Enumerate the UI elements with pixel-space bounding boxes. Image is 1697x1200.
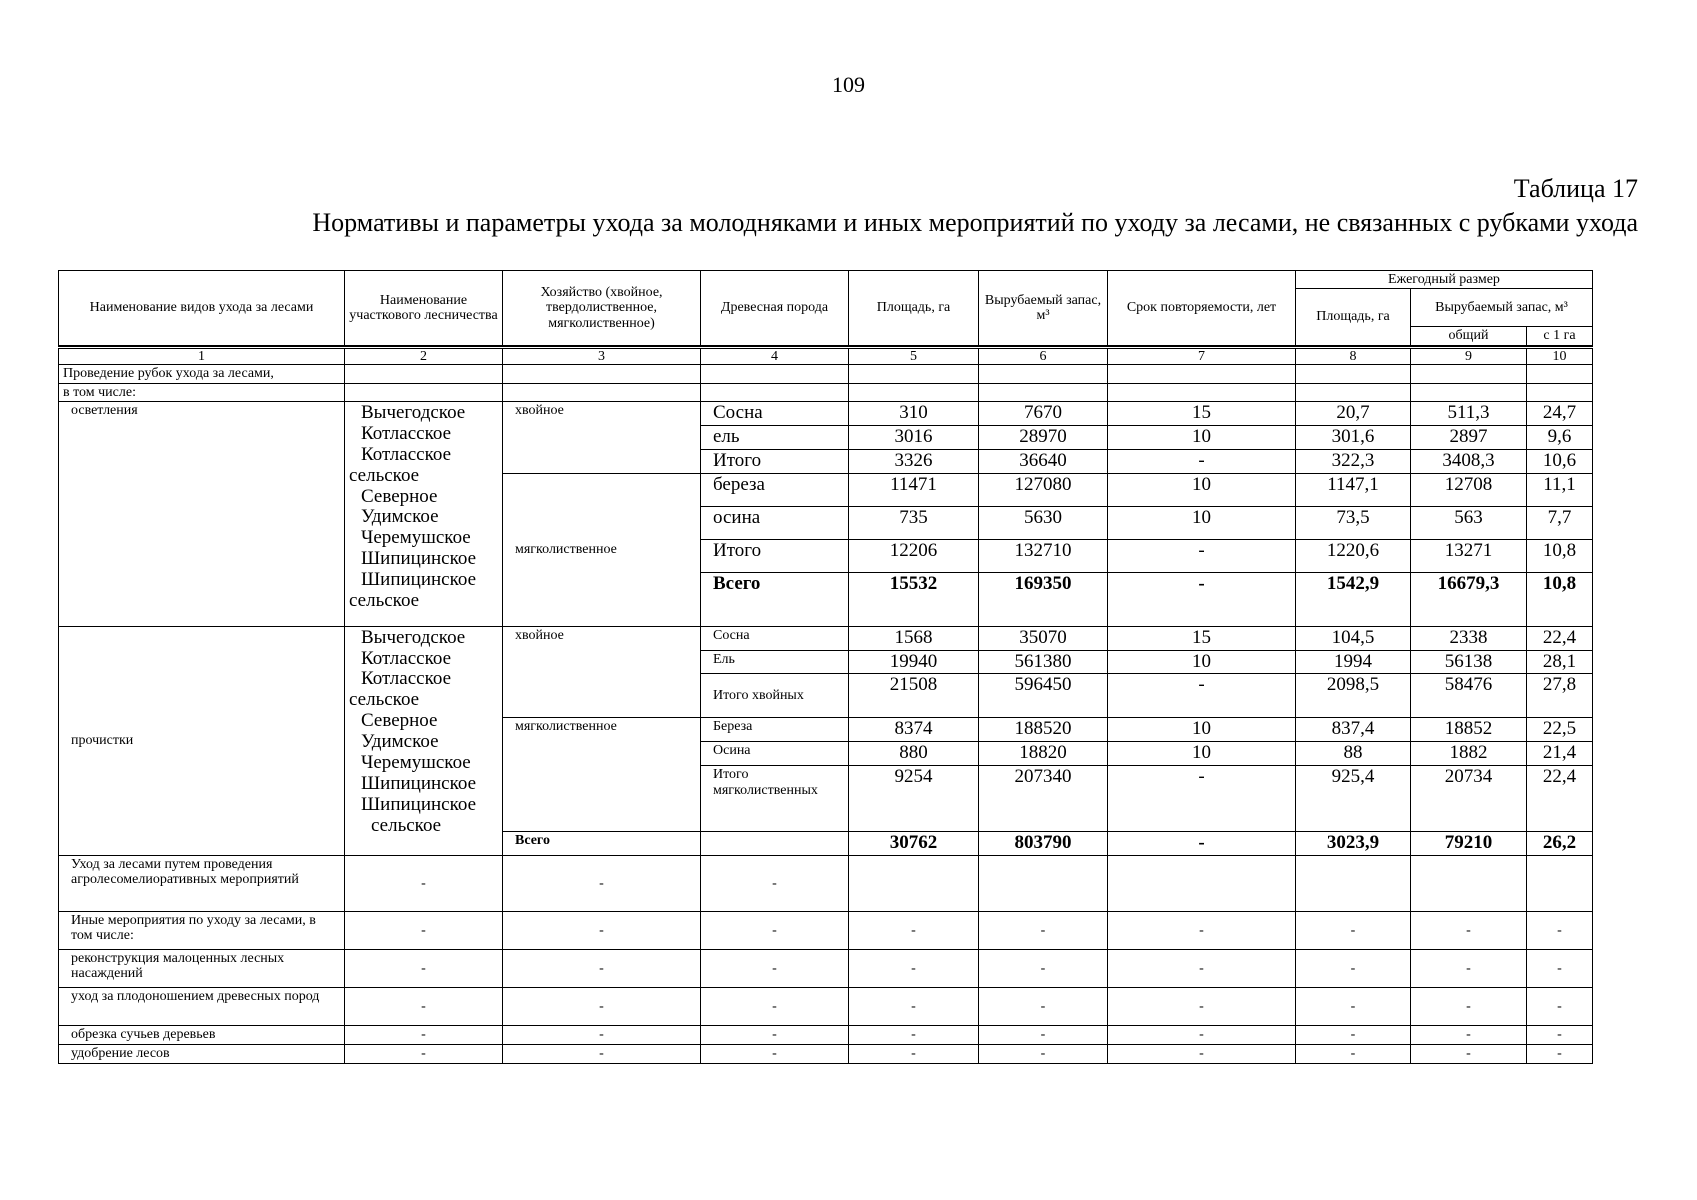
document-title: Нормативы и параметры ухода за молодняками и иных мероприятий по уходу за лесами, не связанных с рубками ухода	[312, 208, 1638, 237]
value-cell: 10	[1108, 473, 1296, 506]
forestry-name: Удимское	[361, 506, 439, 528]
value-cell: -	[503, 1045, 701, 1064]
page-number: 109	[832, 72, 865, 97]
value-cell: -	[1527, 912, 1593, 950]
value-cell: -	[701, 988, 849, 1026]
value-cell: -	[701, 856, 849, 912]
value-cell: -	[1296, 950, 1411, 988]
forestry-name: Черемушское	[361, 751, 471, 773]
value-cell: 9,6	[1527, 425, 1593, 449]
value-cell: 27,8	[1527, 674, 1593, 718]
activity-name: обрезка сучьев деревьев	[59, 1026, 345, 1045]
value-cell: 1568	[849, 626, 979, 650]
value-cell: 10	[1108, 718, 1296, 742]
empty-cell	[701, 832, 849, 856]
table-label: Таблица 17	[1513, 174, 1638, 203]
value-cell: 88	[1296, 742, 1411, 766]
value-cell: 73,5	[1296, 506, 1411, 539]
value-cell: 188520	[979, 718, 1108, 742]
value-cell: 28,1	[1527, 650, 1593, 674]
care-type-proch: прочистки	[59, 626, 345, 855]
subtotal-label: Итого мягколиственных	[701, 766, 849, 832]
value-cell: -	[849, 950, 979, 988]
value-cell: 301,6	[1296, 425, 1411, 449]
section-title: Проведение рубок ухода за лесами,	[59, 365, 345, 383]
value-cell: 3016	[849, 425, 979, 449]
column-number: 4	[701, 347, 849, 364]
value-cell: 9254	[849, 766, 979, 832]
forestry-name: Котласское	[361, 668, 452, 690]
value-cell: 79210	[1411, 832, 1527, 856]
value-cell	[1108, 856, 1296, 912]
norms-table	[58, 270, 1593, 1064]
forestry-name: сельское	[349, 589, 420, 611]
value-cell: 169350	[979, 572, 1108, 626]
value-cell: -	[503, 1026, 701, 1045]
value-cell	[979, 856, 1108, 912]
column-number: 2	[345, 347, 503, 364]
value-cell: 22,5	[1527, 718, 1593, 742]
farm-type: хвойное	[503, 626, 701, 718]
forestry-name: сельское	[349, 464, 420, 486]
value-cell: 24,7	[1527, 401, 1593, 425]
farm-type: мягколиственное	[503, 473, 701, 626]
species-name: Береза	[701, 718, 849, 742]
value-cell: 3023,9	[1296, 832, 1411, 856]
value-cell: 18820	[979, 742, 1108, 766]
value-cell: -	[345, 988, 503, 1026]
species-name: Ель	[701, 650, 849, 674]
forestry-name: Черемушское	[361, 527, 471, 549]
activity-name: Уход за лесами путем проведения агролесомелиоративных мероприятий	[59, 856, 345, 912]
value-cell: -	[503, 950, 701, 988]
forestry-list	[345, 401, 503, 626]
forestry-name: Шипицинское	[361, 548, 477, 570]
subtotal-label: Итого	[701, 539, 849, 572]
value-cell: 10	[1108, 650, 1296, 674]
value-cell: 880	[849, 742, 979, 766]
value-cell: -	[1527, 1026, 1593, 1045]
column-number: 7	[1108, 347, 1296, 364]
value-cell: -	[345, 950, 503, 988]
value-cell	[849, 856, 979, 912]
header-cell: Ежегодный размер	[1296, 271, 1593, 289]
forestry-name: Котласское	[361, 443, 452, 465]
value-cell: -	[345, 912, 503, 950]
value-cell: 735	[849, 506, 979, 539]
column-number: 9	[1411, 347, 1527, 364]
value-cell: 511,3	[1411, 401, 1527, 425]
value-cell: 1220,6	[1296, 539, 1411, 572]
header-cell: Вырубаемый запас, м³	[979, 271, 1108, 346]
activity-name: уход за плодоношением древесных пород	[59, 988, 345, 1026]
value-cell: 36640	[979, 449, 1108, 473]
species-name: Сосна	[701, 401, 849, 425]
farm-type: мягколиственное	[503, 718, 701, 832]
value-cell: 2897	[1411, 425, 1527, 449]
subtotal-label: Итого хвойных	[701, 674, 849, 718]
value-cell: -	[1411, 950, 1527, 988]
farm-type: хвойное	[503, 401, 701, 473]
value-cell: -	[1527, 950, 1593, 988]
value-cell: 5630	[979, 506, 1108, 539]
value-cell: 8374	[849, 718, 979, 742]
value-cell: 28970	[979, 425, 1108, 449]
forestry-name: Вычегодское	[361, 401, 466, 423]
value-cell: -	[503, 912, 701, 950]
value-cell: -	[849, 1045, 979, 1064]
value-cell: 10	[1108, 506, 1296, 539]
value-cell: -	[849, 912, 979, 950]
value-cell: -	[1411, 1045, 1527, 1064]
value-cell: 1994	[1296, 650, 1411, 674]
value-cell: -	[979, 1026, 1108, 1045]
value-cell: 56138	[1411, 650, 1527, 674]
value-cell: 11,1	[1527, 473, 1593, 506]
value-cell: -	[849, 1026, 979, 1045]
value-cell: -	[1108, 950, 1296, 988]
value-cell: 837,4	[1296, 718, 1411, 742]
value-cell: -	[1296, 912, 1411, 950]
value-cell: 10,8	[1527, 572, 1593, 626]
forestry-name: Северное	[361, 710, 438, 732]
value-cell: -	[503, 856, 701, 912]
header-cell: с 1 га	[1527, 327, 1593, 345]
value-cell: 15	[1108, 401, 1296, 425]
value-cell: 10	[1108, 425, 1296, 449]
value-cell: 21,4	[1527, 742, 1593, 766]
value-cell: -	[979, 988, 1108, 1026]
value-cell: -	[1296, 1045, 1411, 1064]
value-cell: 22,4	[1527, 626, 1593, 650]
value-cell: -	[979, 950, 1108, 988]
header-cell: Древесная порода	[701, 271, 849, 346]
value-cell: -	[1108, 1026, 1296, 1045]
value-cell: 104,5	[1296, 626, 1411, 650]
value-cell: -	[701, 912, 849, 950]
value-cell: -	[1527, 1045, 1593, 1064]
value-cell: 3326	[849, 449, 979, 473]
value-cell: 20734	[1411, 766, 1527, 832]
header-cell: Вырубаемый запас, м³	[1411, 289, 1593, 327]
header-cell: общий	[1411, 327, 1527, 345]
value-cell: 58476	[1411, 674, 1527, 718]
species-name: Сосна	[701, 626, 849, 650]
header-cell: Хозяйство (хвойное, твердолиственное, мягколиственное)	[503, 271, 701, 346]
forestry-name: Удимское	[361, 731, 439, 753]
value-cell: 19940	[849, 650, 979, 674]
value-cell	[1527, 856, 1593, 912]
species-name: береза	[701, 473, 849, 506]
value-cell: 3408,3	[1411, 449, 1527, 473]
value-cell: -	[345, 1045, 503, 1064]
total-label: Всего	[503, 832, 701, 856]
value-cell: 13271	[1411, 539, 1527, 572]
value-cell: 15532	[849, 572, 979, 626]
column-number: 5	[849, 347, 979, 364]
value-cell: -	[1296, 1026, 1411, 1045]
value-cell: 563	[1411, 506, 1527, 539]
value-cell: 1147,1	[1296, 473, 1411, 506]
column-number: 3	[503, 347, 701, 364]
value-cell: 22,4	[1527, 766, 1593, 832]
header-cell: Площадь, га	[849, 271, 979, 346]
forestry-name: сельское	[349, 689, 420, 711]
forestry-name: Вычегодское	[361, 626, 466, 648]
value-cell: 1542,9	[1296, 572, 1411, 626]
activity-name: удобрение лесов	[59, 1045, 345, 1064]
value-cell: -	[1108, 1045, 1296, 1064]
value-cell: 35070	[979, 626, 1108, 650]
value-cell: 322,3	[1296, 449, 1411, 473]
header-cell: Срок повторяемости, лет	[1108, 271, 1296, 346]
value-cell: -	[1411, 1026, 1527, 1045]
header-cell: Наименование участкового лесничества	[345, 271, 503, 346]
value-cell: -	[1108, 988, 1296, 1026]
forestry-list	[345, 626, 503, 855]
forestry-name: сельское	[371, 814, 442, 836]
value-cell: -	[1527, 988, 1593, 1026]
value-cell: -	[1411, 988, 1527, 1026]
activity-name: реконструкция малоценных лесных насаждений	[59, 950, 345, 988]
value-cell: 18852	[1411, 718, 1527, 742]
value-cell: -	[1108, 674, 1296, 718]
column-number: 6	[979, 347, 1108, 364]
forestry-name: Котласское	[361, 647, 452, 669]
forestry-name: Шипицинское	[361, 569, 477, 591]
care-type-osv: осветления	[59, 401, 345, 626]
value-cell: 2098,5	[1296, 674, 1411, 718]
value-cell: 30762	[849, 832, 979, 856]
value-cell: -	[345, 1026, 503, 1045]
value-cell: 803790	[979, 832, 1108, 856]
value-cell: 132710	[979, 539, 1108, 572]
value-cell: -	[701, 950, 849, 988]
value-cell: 1882	[1411, 742, 1527, 766]
species-name: ель	[701, 425, 849, 449]
value-cell	[1296, 856, 1411, 912]
column-number: 10	[1527, 347, 1593, 364]
value-cell: 12206	[849, 539, 979, 572]
value-cell: 7670	[979, 401, 1108, 425]
header-cell: Наименование видов ухода за лесами	[59, 271, 345, 346]
value-cell: 15	[1108, 626, 1296, 650]
value-cell: 2338	[1411, 626, 1527, 650]
value-cell: 925,4	[1296, 766, 1411, 832]
value-cell: 26,2	[1527, 832, 1593, 856]
value-cell: -	[979, 1045, 1108, 1064]
value-cell: 10,8	[1527, 539, 1593, 572]
column-number: 8	[1296, 347, 1411, 364]
value-cell: 561380	[979, 650, 1108, 674]
species-name: Осина	[701, 742, 849, 766]
activity-name: Иные мероприятия по уходу за лесами, в том числе:	[59, 912, 345, 950]
section-title: в том числе:	[59, 383, 345, 401]
value-cell: -	[1108, 449, 1296, 473]
value-cell: -	[1411, 912, 1527, 950]
header-cell: Площадь, га	[1296, 289, 1411, 345]
value-cell: 11471	[849, 473, 979, 506]
value-cell: -	[1108, 539, 1296, 572]
column-number: 1	[59, 347, 345, 364]
value-cell: -	[701, 1045, 849, 1064]
value-cell: 20,7	[1296, 401, 1411, 425]
value-cell: -	[503, 988, 701, 1026]
value-cell: 10	[1108, 742, 1296, 766]
value-cell: -	[1108, 766, 1296, 832]
total-label: Всего	[701, 572, 849, 626]
value-cell: -	[1108, 912, 1296, 950]
subtotal-label: Итого	[701, 449, 849, 473]
forestry-name: Шипицинское	[361, 772, 477, 794]
value-cell: 16679,3	[1411, 572, 1527, 626]
value-cell: 310	[849, 401, 979, 425]
value-cell: -	[1296, 988, 1411, 1026]
value-cell: 10,6	[1527, 449, 1593, 473]
value-cell: 7,7	[1527, 506, 1593, 539]
species-name: осина	[701, 506, 849, 539]
value-cell: -	[979, 912, 1108, 950]
forestry-name: Северное	[361, 485, 438, 507]
value-cell: -	[345, 856, 503, 912]
value-cell: 21508	[849, 674, 979, 718]
value-cell: 12708	[1411, 473, 1527, 506]
value-cell: 596450	[979, 674, 1108, 718]
value-cell	[1411, 856, 1527, 912]
forestry-name: Шипицинское	[361, 793, 477, 815]
value-cell: 207340	[979, 766, 1108, 832]
value-cell: -	[849, 988, 979, 1026]
value-cell: -	[1108, 572, 1296, 626]
value-cell: -	[1108, 832, 1296, 856]
forestry-name: Котласское	[361, 422, 452, 444]
value-cell: 127080	[979, 473, 1108, 506]
value-cell: -	[701, 1026, 849, 1045]
